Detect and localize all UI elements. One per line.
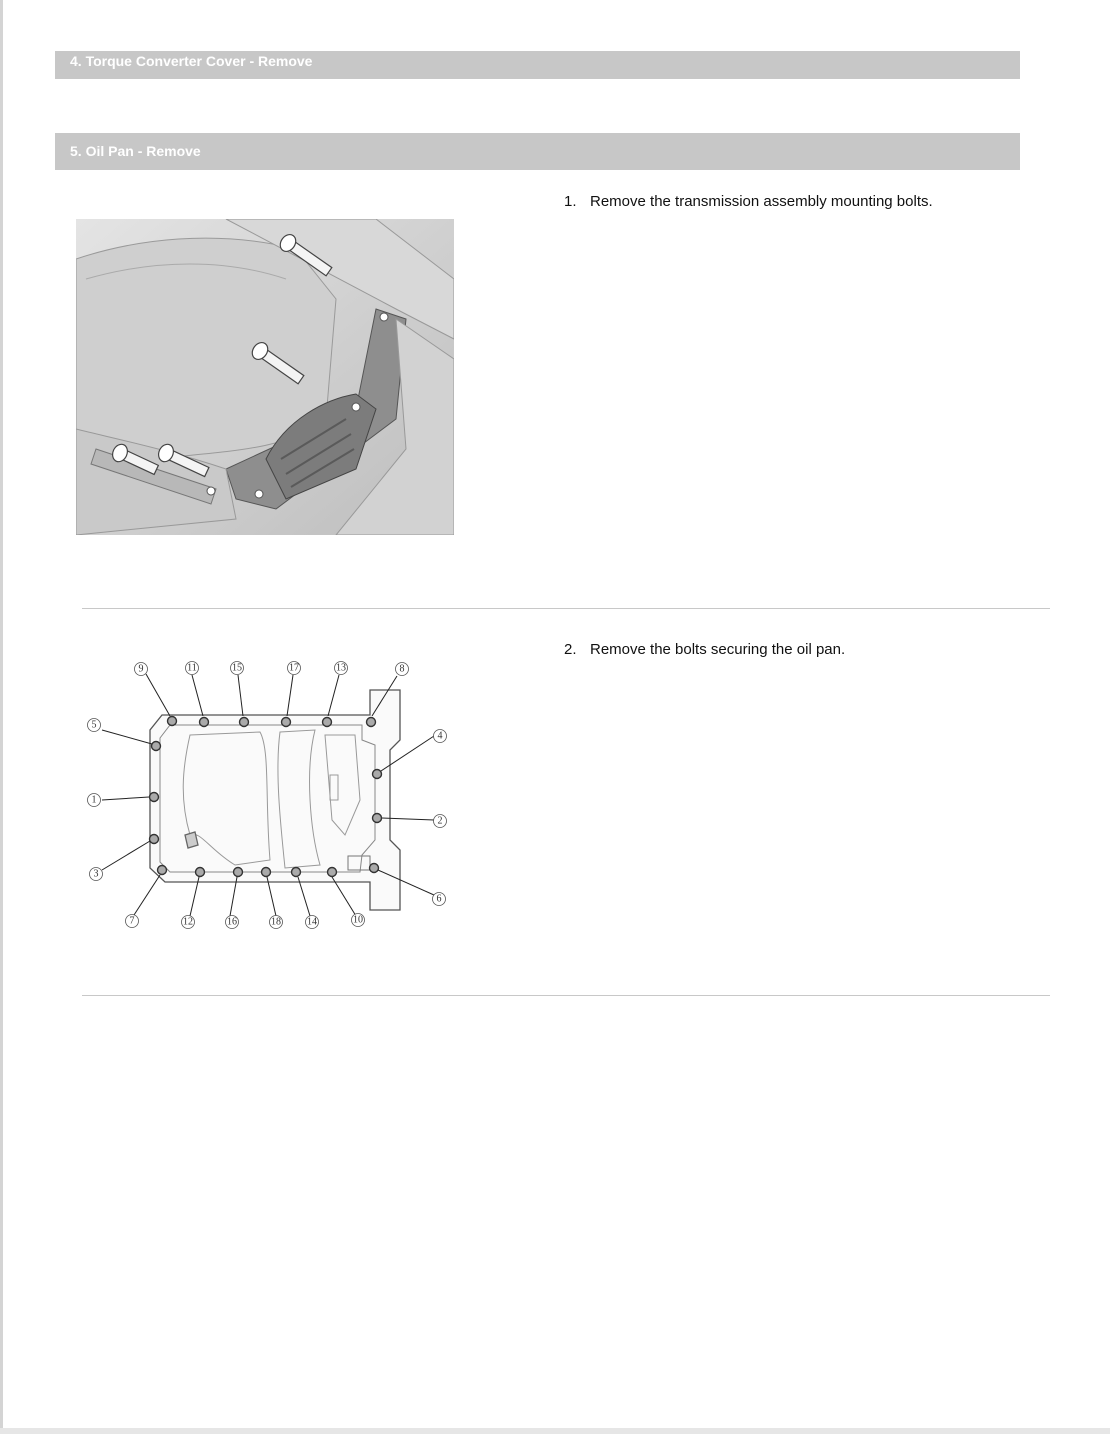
transmission-bolts-illustration	[76, 219, 454, 535]
callout-16	[226, 916, 239, 929]
callout-4	[434, 730, 447, 743]
oil-pan-bolt-diagram	[70, 650, 470, 940]
callout-15	[231, 662, 244, 675]
svg-text:10: 10	[353, 914, 363, 926]
svg-text:4: 4	[437, 730, 443, 742]
callout-10	[352, 914, 365, 927]
step-number: 2.	[564, 641, 577, 658]
svg-text:11: 11	[187, 662, 197, 674]
step-text: Remove the bolts securing the oil pan.	[590, 641, 846, 658]
step-2	[564, 641, 845, 658]
step-number: 1.	[564, 193, 577, 210]
page-edge	[0, 0, 3, 1434]
svg-text:9: 9	[138, 663, 144, 675]
svg-text:7: 7	[129, 915, 135, 927]
callout-17	[288, 662, 301, 675]
divider	[82, 608, 1050, 609]
callout-13	[335, 662, 348, 675]
svg-text:8: 8	[399, 663, 405, 675]
svg-text:12: 12	[183, 916, 193, 928]
svg-text:13: 13	[336, 662, 346, 674]
svg-text:1: 1	[91, 794, 97, 806]
callout-2	[434, 815, 447, 828]
callout-7	[126, 915, 139, 928]
callout-18	[270, 916, 283, 929]
callout-11	[186, 662, 199, 675]
divider	[82, 995, 1050, 996]
step-1	[564, 193, 933, 210]
svg-text:2: 2	[437, 815, 443, 827]
svg-text:15: 15	[232, 662, 242, 674]
callout-1	[88, 794, 101, 807]
callout-9	[135, 663, 148, 676]
section-heading-torque-converter-cover: 4. Torque Converter Cover - Remove	[55, 51, 1020, 79]
callout-5	[88, 719, 101, 732]
section-heading-oil-pan: 5. Oil Pan - Remove	[55, 133, 1020, 170]
svg-text:5: 5	[91, 719, 97, 731]
svg-text:3: 3	[93, 868, 99, 880]
step-text: Remove the transmission assembly mounting bolts.	[590, 193, 933, 210]
callout-12	[182, 916, 195, 929]
callout-8	[396, 663, 409, 676]
svg-text:17: 17	[289, 662, 299, 674]
callout-14	[306, 916, 319, 929]
svg-text:6: 6	[436, 893, 442, 905]
callout-3	[90, 868, 103, 881]
page-edge-bottom	[0, 1428, 1110, 1434]
svg-text:14: 14	[307, 916, 317, 928]
svg-text:16: 16	[227, 916, 237, 928]
callout-6	[433, 893, 446, 906]
svg-text:18: 18	[271, 916, 281, 928]
